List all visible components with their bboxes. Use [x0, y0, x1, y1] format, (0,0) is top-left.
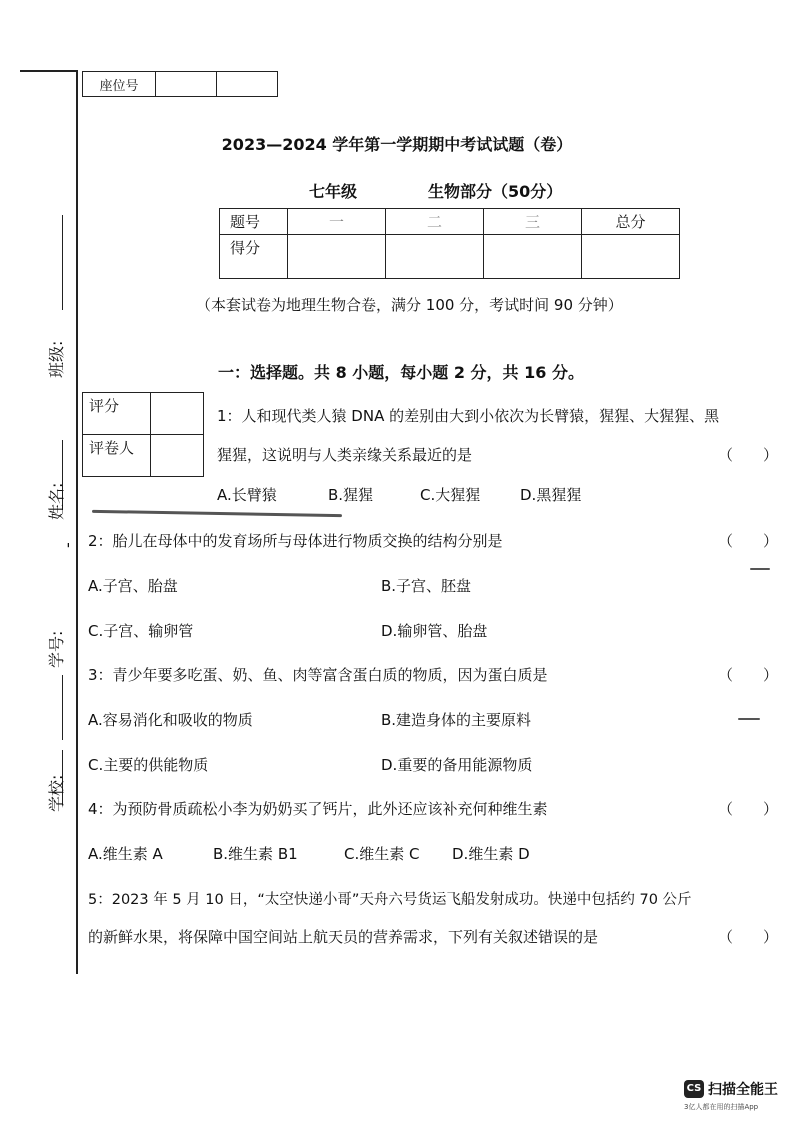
scan-smudge-mark — [738, 718, 760, 720]
scan-smudge-mark — [750, 568, 770, 570]
grader-score-label: 评分 — [83, 393, 151, 435]
question-5-line1: 5：2023 年 5 月 10 日，“太空快递小哥”天舟六号货运飞船发射成功。快递中包括约 70 公斤 — [88, 892, 692, 908]
score-header-2: 二 — [386, 209, 484, 235]
question-4-option-a[interactable]: A.维生素 A — [88, 845, 163, 863]
id-blank-line — [62, 675, 63, 740]
question-1-answer-paren[interactable]: （ ） — [718, 446, 779, 464]
id-label: 学号: — [47, 630, 66, 668]
score-header-total: 总分 — [582, 209, 680, 235]
question-3-option-a[interactable]: A.容易消化和吸收的物质 — [88, 711, 253, 729]
watermark-brand: 扫描全能王 — [708, 1082, 778, 1098]
question-5-line2: 的新鲜水果，将保障中国空间站上航天员的营养需求，下列有关叙述错误的是 — [88, 928, 599, 946]
question-1-option-d[interactable]: D.黑猩猩 — [520, 486, 582, 504]
score-cell-total[interactable] — [582, 235, 680, 279]
exam-title: 2023—2024 学年第一学期期中考试试题（卷） — [221, 135, 573, 154]
question-2-line1: 2：胎儿在母体中的发育场所与母体进行物质交换的结构分别是 — [88, 532, 503, 550]
question-1-option-b[interactable]: B.猩猩 — [328, 486, 374, 504]
question-1-line2: 猩猩，这说明与人类亲缘关系最近的是 — [217, 446, 473, 464]
question-2-option-a[interactable]: A.子宫、胎盘 — [88, 577, 178, 595]
score-header-1: 一 — [288, 209, 386, 235]
class-label: 班级: — [47, 340, 66, 378]
name-label: 姓名: — [47, 482, 66, 520]
grader-table — [82, 392, 204, 477]
score-table — [219, 208, 680, 279]
grader-name-cell[interactable] — [151, 435, 204, 477]
score-header-3: 三 — [484, 209, 582, 235]
question-1-option-c[interactable]: C.大猩猩 — [420, 486, 481, 504]
question-4-option-d[interactable]: D.维生素 D — [452, 845, 530, 863]
class-blank-line — [62, 215, 63, 310]
score-cell-2[interactable] — [386, 235, 484, 279]
score-cell-3[interactable] — [484, 235, 582, 279]
section1-title: 一：选择题。共 8 小题，每小题 2 分，共 16 分。 — [218, 363, 584, 382]
question-1-option-a[interactable]: A.长臂猿 — [217, 486, 277, 504]
exam-note: （本套试卷为地理生物合卷，满分 100 分，考试时间 90 分钟） — [196, 296, 623, 314]
question-3-option-d[interactable]: D.重要的备用能源物质 — [381, 756, 533, 774]
subject-label: 生物部分（50分） — [428, 182, 563, 201]
seat-table — [82, 71, 278, 97]
question-5-answer-paren[interactable]: （ ） — [718, 928, 779, 946]
score-row-label: 得分 — [220, 235, 288, 279]
grader-name-label: 评卷人 — [83, 435, 151, 477]
grader-score-cell[interactable] — [151, 393, 204, 435]
question-4-answer-paren[interactable]: （ ） — [718, 800, 779, 818]
question-4-option-c[interactable]: C.维生素 C — [344, 845, 420, 863]
camscanner-logo-icon: CS — [684, 1080, 704, 1098]
school-label: 学校: — [47, 774, 66, 812]
seat-cell-1[interactable] — [156, 72, 217, 97]
seat-cell-2[interactable] — [217, 72, 278, 97]
question-3-option-c[interactable]: C.主要的供能物质 — [88, 756, 209, 774]
question-2-option-c[interactable]: C.子宫、输卵管 — [88, 622, 194, 640]
scan-smudge-mark — [92, 510, 342, 517]
question-1-line1: 1：人和现代类人猿 DNA 的差别由大到小依次为长臂猿，猩猩、大猩猩、黑 — [217, 407, 720, 425]
question-3-option-b[interactable]: B.建造身体的主要原料 — [381, 711, 532, 729]
question-2-option-b[interactable]: B.子宫、胚盘 — [381, 577, 472, 595]
question-4-line1: 4：为预防骨质疏松小李为奶奶买了钙片，此外还应该补充何种维生素 — [88, 800, 548, 818]
question-3-line1: 3：青少年要多吃蛋、奶、鱼、肉等富含蛋白质的物质，因为蛋白质是 — [88, 666, 548, 684]
score-cell-1[interactable] — [288, 235, 386, 279]
question-2-option-d[interactable]: D.输卵管、胎盘 — [381, 622, 488, 640]
watermark-tagline: 3亿人都在用的扫描App — [684, 1103, 759, 1111]
side-dash: - — [58, 542, 77, 548]
score-header-qnum: 题号 — [220, 209, 288, 235]
grade-label: 七年级 — [309, 182, 358, 201]
seat-label: 座位号 — [83, 72, 156, 97]
question-4-option-b[interactable]: B.维生素 B1 — [213, 845, 298, 863]
binding-margin-frame — [20, 70, 78, 974]
question-2-answer-paren[interactable]: （ ） — [718, 532, 779, 550]
question-3-answer-paren[interactable]: （ ） — [718, 666, 779, 684]
